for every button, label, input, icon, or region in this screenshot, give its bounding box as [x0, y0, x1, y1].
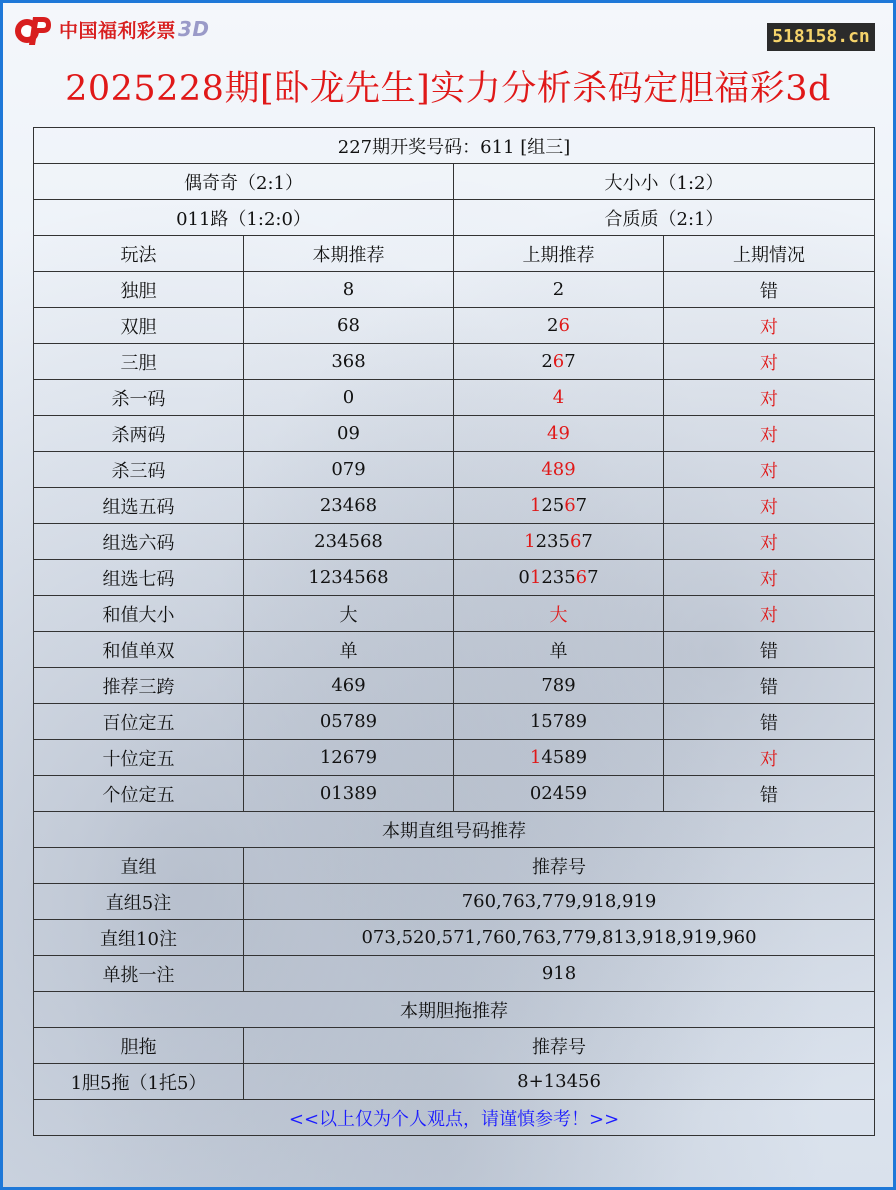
- prev-pick-cell: [454, 668, 664, 704]
- hit-digits: 6: [558, 315, 570, 336]
- current-pick-cell: 01389: [244, 776, 454, 812]
- result-cell: 错: [664, 704, 875, 740]
- direct-section-title-row: [34, 812, 875, 848]
- site-badge[interactable]: 518158.cn: [767, 23, 875, 51]
- drag-row-label: 1胆5拖（1托5）: [34, 1064, 244, 1100]
- current-pick-cell: 079: [244, 452, 454, 488]
- direct-header-row: [34, 848, 875, 884]
- play-cell: 三胆: [34, 344, 244, 380]
- current-pick-cell: 234568: [244, 524, 454, 560]
- current-pick-cell: 1234568: [244, 560, 454, 596]
- current-pick-cell: 大: [244, 596, 454, 632]
- direct-row-value: 073,520,571,760,763,779,813,918,919,960: [244, 920, 875, 956]
- prev-pick-cell: [454, 524, 664, 560]
- footer-row: [34, 1100, 875, 1136]
- result-cell: 错: [664, 272, 875, 308]
- current-pick-cell: 0: [244, 380, 454, 416]
- direct-section-title: 本期直组号码推荐: [34, 812, 875, 848]
- hit-digits: 49: [547, 423, 570, 444]
- play-cell: 十位定五: [34, 740, 244, 776]
- play-cell: 杀三码: [34, 452, 244, 488]
- result-cell: 对: [664, 308, 875, 344]
- miss-digits: 15789: [529, 711, 588, 732]
- result-cell: 对: [664, 416, 875, 452]
- current-pick-cell: 368: [244, 344, 454, 380]
- miss-digits: 7: [575, 495, 588, 516]
- prev-pick-cell: [454, 452, 664, 488]
- recommendation-row: [34, 452, 875, 488]
- drag-header-value: 推荐号: [244, 1028, 875, 1064]
- play-cell: 百位定五: [34, 704, 244, 740]
- result-cell: 对: [664, 344, 875, 380]
- recommendation-row: [34, 344, 875, 380]
- brand-suffix: 3D: [178, 17, 210, 41]
- footer-note: <<以上仅为个人观点，请谨慎参考！>>: [34, 1100, 875, 1136]
- result-cell: 对: [664, 596, 875, 632]
- header-current: 本期推荐: [244, 236, 454, 272]
- stats-row-2: [34, 200, 875, 236]
- prev-pick-cell: [454, 308, 664, 344]
- last-draw-cell: 227期开奖号码：611 [组三]: [34, 128, 875, 164]
- hit-digits: 1: [524, 531, 536, 552]
- recommendation-rows: [34, 272, 875, 812]
- recommendation-row: [34, 740, 875, 776]
- play-cell: 杀两码: [34, 416, 244, 452]
- miss-digits: 2: [552, 279, 565, 300]
- current-pick-cell: 68: [244, 308, 454, 344]
- hit-digits: 1: [529, 567, 542, 588]
- hit-digits: 1: [529, 495, 542, 516]
- play-cell: 和值大小: [34, 596, 244, 632]
- prev-pick-cell: [454, 416, 664, 452]
- miss-digits: 2: [547, 315, 559, 336]
- header-row: [34, 236, 875, 272]
- drag-header-row: [34, 1028, 875, 1064]
- lottery-logo: [13, 11, 210, 47]
- play-cell: 和值单双: [34, 632, 244, 668]
- recommendation-row: [34, 416, 875, 452]
- recommendation-row: [34, 488, 875, 524]
- drag-section-title-row: [34, 992, 875, 1028]
- direct-row-value: 760,763,779,918,919: [244, 884, 875, 920]
- current-pick-cell: 12679: [244, 740, 454, 776]
- hit-digits: 6: [564, 495, 576, 516]
- miss-digits: 4589: [541, 747, 588, 768]
- stats-row-1: [34, 164, 875, 200]
- prev-pick-cell: [454, 740, 664, 776]
- direct-row: [34, 884, 875, 920]
- miss-digits: 25: [541, 495, 565, 516]
- result-cell: 对: [664, 488, 875, 524]
- recommendation-row: [34, 524, 875, 560]
- hit-digits: 大: [549, 604, 568, 626]
- recommendation-row: [34, 632, 875, 668]
- current-pick-cell: 23468: [244, 488, 454, 524]
- result-cell: 错: [664, 776, 875, 812]
- result-cell: 错: [664, 668, 875, 704]
- play-cell: 杀一码: [34, 380, 244, 416]
- miss-digits: 789: [541, 675, 576, 696]
- header-prev: 上期推荐: [454, 236, 664, 272]
- recommendation-row: [34, 704, 875, 740]
- odd-even-cell: 偶奇奇（2:1）: [34, 164, 454, 200]
- prev-pick-cell: [454, 776, 664, 812]
- recommendation-row: [34, 668, 875, 704]
- play-cell: 组选五码: [34, 488, 244, 524]
- hit-digits: 1: [529, 747, 542, 768]
- direct-row-label: 直组5注: [34, 884, 244, 920]
- miss-digits: 单: [549, 640, 568, 662]
- play-cell: 双胆: [34, 308, 244, 344]
- result-cell: 错: [664, 632, 875, 668]
- direct-row: [34, 920, 875, 956]
- prev-pick-cell: [454, 560, 664, 596]
- page-title: 2025228期[卧龙先生]实力分析杀码定胆福彩3d: [65, 69, 831, 109]
- header-play: 玩法: [34, 236, 244, 272]
- prev-pick-cell: [454, 704, 664, 740]
- miss-digits: 0: [518, 567, 530, 588]
- recommendation-row: [34, 308, 875, 344]
- result-cell: 对: [664, 524, 875, 560]
- result-cell: 对: [664, 380, 875, 416]
- result-cell: 对: [664, 452, 875, 488]
- prev-pick-cell: [454, 272, 664, 308]
- miss-digits: 02459: [529, 783, 588, 804]
- drag-section-title: 本期胆拖推荐: [34, 992, 875, 1028]
- play-cell: 个位定五: [34, 776, 244, 812]
- drag-row: [34, 1064, 875, 1100]
- prev-pick-cell: [454, 488, 664, 524]
- prev-pick-cell: [454, 380, 664, 416]
- direct-header-label: 直组: [34, 848, 244, 884]
- direct-header-value: 推荐号: [244, 848, 875, 884]
- hit-digits: 4: [552, 387, 565, 408]
- miss-digits: 7: [564, 351, 576, 372]
- result-cell: 对: [664, 740, 875, 776]
- recommendation-row: [34, 560, 875, 596]
- analysis-table: [33, 127, 875, 1136]
- direct-row: [34, 956, 875, 992]
- direct-row-value: 918: [244, 956, 875, 992]
- recommendation-row: [34, 380, 875, 416]
- welfare-lottery-logo-icon: [13, 11, 53, 47]
- miss-digits: 7: [587, 567, 599, 588]
- miss-digits: 235: [541, 567, 576, 588]
- road-cell: 011路（1:2:0）: [34, 200, 454, 236]
- drag-header-label: 胆拖: [34, 1028, 244, 1064]
- miss-digits: 2: [541, 351, 553, 372]
- result-cell: 对: [664, 560, 875, 596]
- play-cell: 组选六码: [34, 524, 244, 560]
- prev-pick-cell: [454, 596, 664, 632]
- current-pick-cell: 05789: [244, 704, 454, 740]
- hit-digits: 6: [569, 531, 582, 552]
- header-result: 上期情况: [664, 236, 875, 272]
- recommendation-row: [34, 272, 875, 308]
- play-cell: 组选七码: [34, 560, 244, 596]
- miss-digits: 7: [581, 531, 593, 552]
- hit-digits: 6: [552, 351, 565, 372]
- recommendation-row: [34, 776, 875, 812]
- current-pick-cell: 单: [244, 632, 454, 668]
- recommendation-row: [34, 596, 875, 632]
- miss-digits: 235: [535, 531, 570, 552]
- direct-row-label: 直组10注: [34, 920, 244, 956]
- prev-pick-cell: [454, 344, 664, 380]
- last-draw-row: [34, 128, 875, 164]
- play-cell: 独胆: [34, 272, 244, 308]
- brand-name: 中国福利彩票: [59, 19, 177, 42]
- drag-row-value: 8+13456: [244, 1064, 875, 1100]
- big-small-cell: 大小小（1:2）: [454, 164, 875, 200]
- hit-digits: 6: [575, 567, 588, 588]
- play-cell: 推荐三跨: [34, 668, 244, 704]
- current-pick-cell: 8: [244, 272, 454, 308]
- current-pick-cell: 09: [244, 416, 454, 452]
- direct-row-label: 单挑一注: [34, 956, 244, 992]
- current-pick-cell: 469: [244, 668, 454, 704]
- prime-composite-cell: 合质质（2:1）: [454, 200, 875, 236]
- prev-pick-cell: [454, 632, 664, 668]
- hit-digits: 489: [541, 459, 576, 480]
